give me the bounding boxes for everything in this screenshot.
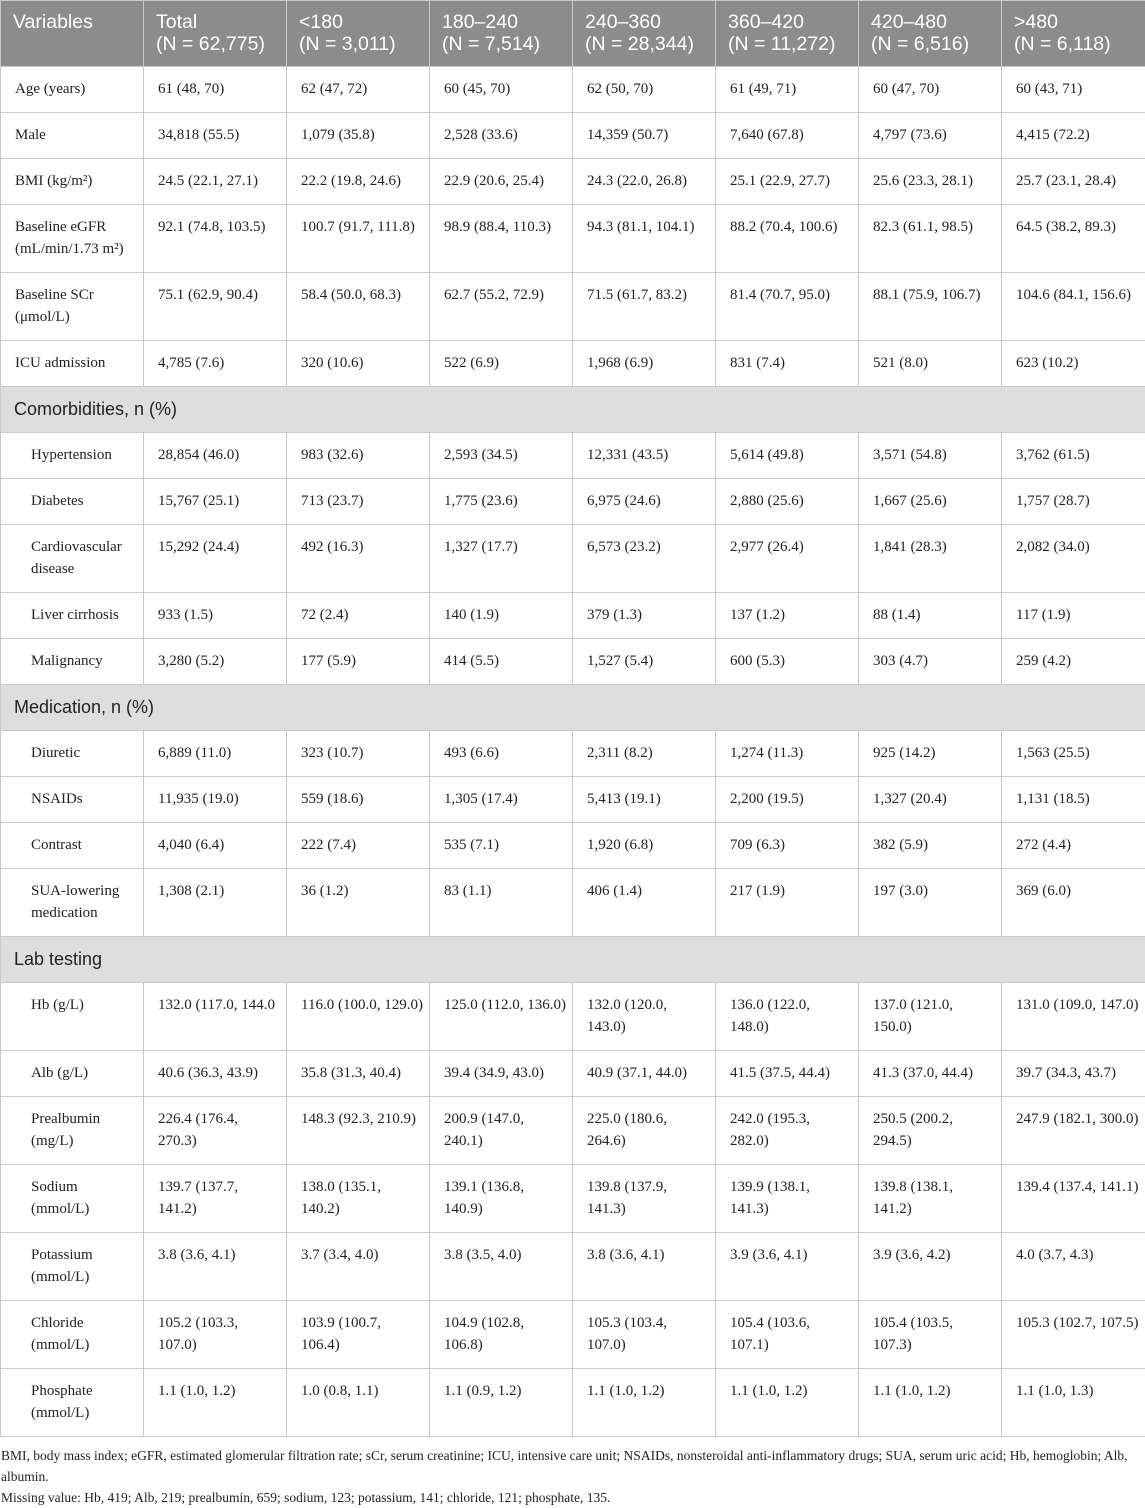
row-label: Hb (g/L) (1, 983, 144, 1051)
table-cell: 105.3 (103.4, 107.0) (573, 1301, 716, 1369)
table-cell: 222 (7.4) (287, 823, 430, 869)
table-cell: 272 (4.4) (1002, 823, 1145, 869)
section-header-row (1, 387, 1145, 433)
table-cell: 4.0 (3.7, 4.3) (1002, 1233, 1145, 1301)
table-cell: 105.2 (103.3, 107.0) (144, 1301, 287, 1369)
table-cell: 623 (10.2) (1002, 341, 1145, 387)
table-cell: 148.3 (92.3, 210.9) (287, 1097, 430, 1165)
table-cell: 60 (47, 70) (859, 67, 1002, 113)
table-cell: 320 (10.6) (287, 341, 430, 387)
row-label: Prealbumin (mg/L) (1, 1097, 144, 1165)
table-header (1, 1, 1145, 67)
table-cell: 116.0 (100.0, 129.0) (287, 983, 430, 1051)
row-label: Diabetes (1, 479, 144, 525)
table-cell: 12,331 (43.5) (573, 433, 716, 479)
table-cell: 1,563 (25.5) (1002, 731, 1145, 777)
table-row (1, 273, 1145, 341)
table-cell: 5,413 (19.1) (573, 777, 716, 823)
table-cell: 34,818 (55.5) (144, 113, 287, 159)
table-cell: 72 (2.4) (287, 593, 430, 639)
table-cell: 41.3 (37.0, 44.4) (859, 1051, 1002, 1097)
table-cell: 105.4 (103.6, 107.1) (716, 1301, 859, 1369)
table-row (1, 593, 1145, 639)
table-cell: 983 (32.6) (287, 433, 430, 479)
table-cell: 226.4 (176.4, 270.3) (144, 1097, 287, 1165)
table-cell: 83 (1.1) (430, 869, 573, 937)
table-row (1, 1051, 1145, 1097)
table-cell: 88.1 (75.9, 106.7) (859, 273, 1002, 341)
table-cell: 1,308 (2.1) (144, 869, 287, 937)
row-label: Diuretic (1, 731, 144, 777)
row-label: Alb (g/L) (1, 1051, 144, 1097)
table-cell: 3.9 (3.6, 4.2) (859, 1233, 1002, 1301)
table-cell: 75.1 (62.9, 90.4) (144, 273, 287, 341)
row-label: Liver cirrhosis (1, 593, 144, 639)
table-row (1, 731, 1145, 777)
table-cell: 139.8 (137.9, 141.3) (573, 1165, 716, 1233)
table-row (1, 341, 1145, 387)
column-label: <180 (299, 11, 421, 33)
table-cell: 492 (16.3) (287, 525, 430, 593)
table-cell: 2,311 (8.2) (573, 731, 716, 777)
table-row (1, 525, 1145, 593)
table-cell: 3.8 (3.6, 4.1) (144, 1233, 287, 1301)
table-cell: 1,775 (23.6) (430, 479, 573, 525)
abbreviations-note: BMI, body mass index; eGFR, estimated glomerular filtration rate; sCr, serum creatinine; ICU, intensive care unit; NSAIDs, nonsteroidal anti-inflammatory drugs; SUA, serum uric acid; Hb, hemoglobin; Alb, albumin. (1, 1445, 1139, 1487)
table-cell: 197 (3.0) (859, 869, 1002, 937)
table-cell: 136.0 (122.0, 148.0) (716, 983, 859, 1051)
table-cell: 138.0 (135.1, 140.2) (287, 1165, 430, 1233)
table-cell: 82.3 (61.1, 98.5) (859, 205, 1002, 273)
table-cell: 1.1 (1.0, 1.2) (716, 1369, 859, 1437)
section-header-row (1, 685, 1145, 731)
table-cell: 2,528 (33.6) (430, 113, 573, 159)
column-count: (N = 6,118) (1014, 33, 1137, 55)
table-cell: 39.4 (34.9, 43.0) (430, 1051, 573, 1097)
table-cell: 137 (1.2) (716, 593, 859, 639)
table-row (1, 777, 1145, 823)
column-header (859, 1, 1002, 67)
table-cell: 7,640 (67.8) (716, 113, 859, 159)
row-label: BMI (kg/m²) (1, 159, 144, 205)
row-label: Age (years) (1, 67, 144, 113)
table-cell: 105.4 (103.5, 107.3) (859, 1301, 1002, 1369)
table-cell: 709 (6.3) (716, 823, 859, 869)
table-cell: 61 (49, 71) (716, 67, 859, 113)
table-cell: 225.0 (180.6, 264.6) (573, 1097, 716, 1165)
table-cell: 1.1 (1.0, 1.2) (144, 1369, 287, 1437)
table-cell: 2,200 (19.5) (716, 777, 859, 823)
table-cell: 117 (1.9) (1002, 593, 1145, 639)
row-label: Baseline SCr (μmol/L) (1, 273, 144, 341)
column-label: 180–240 (442, 11, 564, 33)
table-cell: 64.5 (38.2, 89.3) (1002, 205, 1145, 273)
table-cell: 1.1 (1.0, 1.3) (1002, 1369, 1145, 1437)
column-label: 420–480 (871, 11, 993, 33)
table-cell: 139.4 (137.4, 141.1) (1002, 1165, 1145, 1233)
table-row (1, 67, 1145, 113)
row-label: Contrast (1, 823, 144, 869)
table-cell: 11,935 (19.0) (144, 777, 287, 823)
row-label: Chloride (mmol/L) (1, 1301, 144, 1369)
table-cell: 522 (6.9) (430, 341, 573, 387)
table-cell: 250.5 (200.2, 294.5) (859, 1097, 1002, 1165)
table-cell: 132.0 (117.0, 144.0 (144, 983, 287, 1051)
table-cell: 60 (43, 71) (1002, 67, 1145, 113)
table-cell: 22.2 (19.8, 24.6) (287, 159, 430, 205)
table-cell: 3,280 (5.2) (144, 639, 287, 685)
table-row (1, 983, 1145, 1051)
table-row (1, 1301, 1145, 1369)
table-cell: 22.9 (20.6, 25.4) (430, 159, 573, 205)
table-row (1, 479, 1145, 525)
table-cell: 41.5 (37.5, 44.4) (716, 1051, 859, 1097)
table-cell: 25.7 (23.1, 28.4) (1002, 159, 1145, 205)
table-cell: 933 (1.5) (144, 593, 287, 639)
table-row (1, 1097, 1145, 1165)
table-cell: 1,757 (28.7) (1002, 479, 1145, 525)
table-cell: 36 (1.2) (287, 869, 430, 937)
column-header (573, 1, 716, 67)
table-cell: 713 (23.7) (287, 479, 430, 525)
row-label: Male (1, 113, 144, 159)
table-cell: 379 (1.3) (573, 593, 716, 639)
table-cell: 559 (18.6) (287, 777, 430, 823)
table-cell: 303 (4.7) (859, 639, 1002, 685)
section-title: Lab testing (1, 937, 1145, 983)
column-label: Total (156, 11, 278, 33)
column-count: (N = 62,775) (156, 33, 278, 55)
table-cell: 104.9 (102.8, 106.8) (430, 1301, 573, 1369)
table-cell: 58.4 (50.0, 68.3) (287, 273, 430, 341)
table-cell: 1.1 (0.9, 1.2) (430, 1369, 573, 1437)
table-cell: 62 (50, 70) (573, 67, 716, 113)
table-cell: 242.0 (195.3, 282.0) (716, 1097, 859, 1165)
table-cell: 1,305 (17.4) (430, 777, 573, 823)
table-cell: 2,082 (34.0) (1002, 525, 1145, 593)
table-cell: 25.6 (23.3, 28.1) (859, 159, 1002, 205)
column-count: (N = 28,344) (585, 33, 707, 55)
row-label: Baseline eGFR (mL/min/1.73 m²) (1, 205, 144, 273)
table-cell: 2,880 (25.6) (716, 479, 859, 525)
table-cell: 125.0 (112.0, 136.0) (430, 983, 573, 1051)
table-cell: 71.5 (61.7, 83.2) (573, 273, 716, 341)
missing-values-note: Missing value: Hb, 419; Alb, 219; prealbumin, 659; sodium, 123; potassium, 141; chloride, 121; phosphate, 135. (1, 1487, 1139, 1508)
table-cell: 137.0 (121.0, 150.0) (859, 983, 1002, 1051)
table-cell: 1,841 (28.3) (859, 525, 1002, 593)
table-cell: 600 (5.3) (716, 639, 859, 685)
table-cell: 139.7 (137.7, 141.2) (144, 1165, 287, 1233)
table-cell: 1.0 (0.8, 1.1) (287, 1369, 430, 1437)
table-cell: 25.1 (22.9, 27.7) (716, 159, 859, 205)
table-cell: 1,079 (35.8) (287, 113, 430, 159)
table-cell: 105.3 (102.7, 107.5) (1002, 1301, 1145, 1369)
table-cell: 1,327 (20.4) (859, 777, 1002, 823)
column-header (430, 1, 573, 67)
table-cell: 6,573 (23.2) (573, 525, 716, 593)
table-cell: 1,274 (11.3) (716, 731, 859, 777)
table-cell: 94.3 (81.1, 104.1) (573, 205, 716, 273)
table-cell: 925 (14.2) (859, 731, 1002, 777)
table-cell: 61 (48, 70) (144, 67, 287, 113)
table-cell: 1.1 (1.0, 1.2) (859, 1369, 1002, 1437)
table-cell: 3.9 (3.6, 4.1) (716, 1233, 859, 1301)
table-cell: 247.9 (182.1, 300.0) (1002, 1097, 1145, 1165)
table-cell: 100.7 (91.7, 111.8) (287, 205, 430, 273)
table-cell: 1,327 (17.7) (430, 525, 573, 593)
section-header-row (1, 937, 1145, 983)
table-cell: 406 (1.4) (573, 869, 716, 937)
table-cell: 15,767 (25.1) (144, 479, 287, 525)
column-label: Variables (13, 11, 135, 33)
column-count: (N = 7,514) (442, 33, 564, 55)
table-cell: 1,968 (6.9) (573, 341, 716, 387)
table-cell: 5,614 (49.8) (716, 433, 859, 479)
table-cell: 259 (4.2) (1002, 639, 1145, 685)
table-row (1, 433, 1145, 479)
table-cell: 14,359 (50.7) (573, 113, 716, 159)
table-cell: 521 (8.0) (859, 341, 1002, 387)
row-label: NSAIDs (1, 777, 144, 823)
column-header (716, 1, 859, 67)
table-cell: 200.9 (147.0, 240.1) (430, 1097, 573, 1165)
table-cell: 92.1 (74.8, 103.5) (144, 205, 287, 273)
table-cell: 4,797 (73.6) (859, 113, 1002, 159)
table-row (1, 869, 1145, 937)
row-label: Malignancy (1, 639, 144, 685)
column-header (287, 1, 430, 67)
table-cell: 414 (5.5) (430, 639, 573, 685)
table-cell: 2,593 (34.5) (430, 433, 573, 479)
column-label: 240–360 (585, 11, 707, 33)
row-label: Cardiovascular disease (1, 525, 144, 593)
table-cell: 369 (6.0) (1002, 869, 1145, 937)
table-cell: 103.9 (100.7, 106.4) (287, 1301, 430, 1369)
table-cell: 3.7 (3.4, 4.0) (287, 1233, 430, 1301)
row-label: SUA-lowering medication (1, 869, 144, 937)
table-row (1, 205, 1145, 273)
table-cell: 62.7 (55.2, 72.9) (430, 273, 573, 341)
column-count: (N = 3,011) (299, 33, 421, 55)
table-cell: 139.9 (138.1, 141.3) (716, 1165, 859, 1233)
table-cell: 24.5 (22.1, 27.1) (144, 159, 287, 205)
table-cell: 535 (7.1) (430, 823, 573, 869)
table-cell: 217 (1.9) (716, 869, 859, 937)
column-header (1002, 1, 1145, 67)
table-cell: 1,920 (6.8) (573, 823, 716, 869)
table-cell: 132.0 (120.0, 143.0) (573, 983, 716, 1051)
section-title: Comorbidities, n (%) (1, 387, 1145, 433)
column-header (1, 1, 144, 67)
table-cell: 6,975 (24.6) (573, 479, 716, 525)
table-row (1, 823, 1145, 869)
table-cell: 88 (1.4) (859, 593, 1002, 639)
column-label: 360–420 (728, 11, 850, 33)
row-label: Sodium (mmol/L) (1, 1165, 144, 1233)
table-cell: 139.8 (138.1, 141.2) (859, 1165, 1002, 1233)
column-header (144, 1, 287, 67)
table-cell: 4,415 (72.2) (1002, 113, 1145, 159)
table-cell: 88.2 (70.4, 100.6) (716, 205, 859, 273)
table-cell: 323 (10.7) (287, 731, 430, 777)
table-cell: 24.3 (22.0, 26.8) (573, 159, 716, 205)
table-cell: 493 (6.6) (430, 731, 573, 777)
table-cell: 104.6 (84.1, 156.6) (1002, 273, 1145, 341)
column-count: (N = 11,272) (728, 33, 850, 55)
table-cell: 35.8 (31.3, 40.4) (287, 1051, 430, 1097)
table-cell: 60 (45, 70) (430, 67, 573, 113)
table-row (1, 1369, 1145, 1437)
table-body (1, 67, 1145, 1437)
table-cell: 831 (7.4) (716, 341, 859, 387)
table-cell: 3,762 (61.5) (1002, 433, 1145, 479)
table-cell: 382 (5.9) (859, 823, 1002, 869)
row-label: Potassium (mmol/L) (1, 1233, 144, 1301)
table-cell: 40.9 (37.1, 44.0) (573, 1051, 716, 1097)
table-row (1, 113, 1145, 159)
table-row (1, 159, 1145, 205)
table-cell: 1,667 (25.6) (859, 479, 1002, 525)
row-label: Phosphate (mmol/L) (1, 1369, 144, 1437)
section-title: Medication, n (%) (1, 685, 1145, 731)
table-cell: 1.1 (1.0, 1.2) (573, 1369, 716, 1437)
table-row (1, 639, 1145, 685)
row-label: Hypertension (1, 433, 144, 479)
table-cell: 139.1 (136.8, 140.9) (430, 1165, 573, 1233)
table-cell: 40.6 (36.3, 43.9) (144, 1051, 287, 1097)
table-cell: 3.8 (3.5, 4.0) (430, 1233, 573, 1301)
table-cell: 1,527 (5.4) (573, 639, 716, 685)
table-row (1, 1165, 1145, 1233)
table-cell: 3,571 (54.8) (859, 433, 1002, 479)
table-footnotes (0, 1437, 1145, 1508)
table-cell: 2,977 (26.4) (716, 525, 859, 593)
column-count: (N = 6,516) (871, 33, 993, 55)
table-cell: 6,889 (11.0) (144, 731, 287, 777)
table-cell: 131.0 (109.0, 147.0) (1002, 983, 1145, 1051)
table-cell: 81.4 (70.7, 95.0) (716, 273, 859, 341)
table-cell: 15,292 (24.4) (144, 525, 287, 593)
table-cell: 39.7 (34.3, 43.7) (1002, 1051, 1145, 1097)
column-label: >480 (1014, 11, 1137, 33)
row-label: ICU admission (1, 341, 144, 387)
table-cell: 1,131 (18.5) (1002, 777, 1145, 823)
table-cell: 98.9 (88.4, 110.3) (430, 205, 573, 273)
table-cell: 4,785 (7.6) (144, 341, 287, 387)
table-row (1, 1233, 1145, 1301)
table-cell: 62 (47, 72) (287, 67, 430, 113)
header-row (1, 1, 1145, 67)
table-cell: 4,040 (6.4) (144, 823, 287, 869)
table-cell: 177 (5.9) (287, 639, 430, 685)
table-cell: 28,854 (46.0) (144, 433, 287, 479)
table-cell: 3.8 (3.6, 4.1) (573, 1233, 716, 1301)
table-cell: 140 (1.9) (430, 593, 573, 639)
